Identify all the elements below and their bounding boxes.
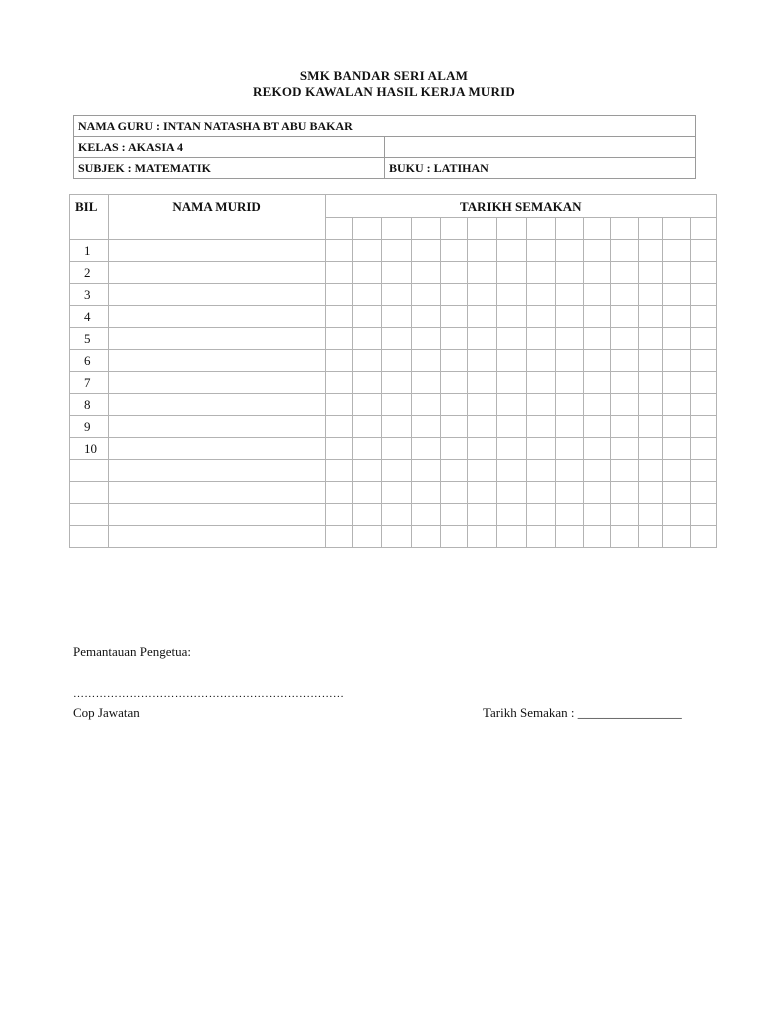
date-check-cell[interactable] — [555, 328, 583, 350]
date-check-cell[interactable] — [441, 526, 468, 548]
date-check-cell[interactable] — [325, 350, 352, 372]
date-check-cell[interactable] — [325, 394, 352, 416]
date-check-cell[interactable] — [381, 240, 411, 262]
date-check-cell[interactable] — [468, 416, 497, 438]
date-check-cell[interactable] — [690, 372, 716, 394]
date-check-cell[interactable] — [352, 284, 381, 306]
date-check-cell[interactable] — [526, 416, 555, 438]
date-check-cell[interactable] — [497, 284, 526, 306]
date-check-cell[interactable] — [583, 240, 610, 262]
date-check-cell[interactable] — [411, 416, 440, 438]
date-check-cell[interactable] — [352, 350, 381, 372]
date-check-cell[interactable] — [441, 438, 468, 460]
date-check-cell[interactable] — [639, 306, 663, 328]
date-check-cell[interactable] — [441, 350, 468, 372]
date-check-cell[interactable] — [352, 482, 381, 504]
date-check-cell[interactable] — [690, 482, 716, 504]
date-check-cell[interactable] — [411, 504, 440, 526]
date-check-cell[interactable] — [468, 284, 497, 306]
date-check-cell[interactable] — [583, 328, 610, 350]
date-check-cell[interactable] — [663, 240, 690, 262]
date-check-cell[interactable] — [555, 416, 583, 438]
date-check-cell[interactable] — [497, 438, 526, 460]
date-check-cell[interactable] — [497, 504, 526, 526]
date-check-cell[interactable] — [583, 416, 610, 438]
date-check-cell[interactable] — [497, 394, 526, 416]
date-check-cell[interactable] — [352, 394, 381, 416]
row-number: 7 — [70, 372, 109, 394]
date-check-cell[interactable] — [381, 438, 411, 460]
date-check-cell[interactable] — [639, 372, 663, 394]
date-check-cell[interactable] — [441, 328, 468, 350]
date-check-cell[interactable] — [468, 394, 497, 416]
date-check-cell[interactable] — [526, 460, 555, 482]
row-number: 2 — [70, 262, 109, 284]
date-check-cell[interactable] — [381, 394, 411, 416]
date-check-cell[interactable] — [411, 460, 440, 482]
date-column-cell — [381, 218, 411, 240]
student-name-cell[interactable] — [108, 504, 325, 526]
date-check-cell[interactable] — [555, 438, 583, 460]
student-name-cell[interactable] — [108, 328, 325, 350]
date-check-cell[interactable] — [555, 306, 583, 328]
date-check-cell[interactable] — [325, 526, 352, 548]
date-check-cell[interactable] — [381, 328, 411, 350]
date-check-cell[interactable] — [690, 416, 716, 438]
date-check-cell[interactable] — [497, 350, 526, 372]
date-check-cell[interactable] — [411, 526, 440, 548]
date-check-cell[interactable] — [352, 416, 381, 438]
date-check-cell[interactable] — [639, 504, 663, 526]
date-check-cell[interactable] — [325, 372, 352, 394]
date-column-cell — [325, 218, 352, 240]
school-name: SMK BANDAR SERI ALAM — [299, 68, 469, 83]
date-check-cell[interactable] — [610, 460, 638, 482]
row-number: 9 — [70, 416, 109, 438]
date-check-cell[interactable] — [583, 372, 610, 394]
date-check-cell[interactable] — [583, 350, 610, 372]
table-row — [70, 350, 717, 372]
date-check-cell[interactable] — [352, 328, 381, 350]
date-check-cell[interactable] — [352, 240, 381, 262]
date-check-cell[interactable] — [555, 240, 583, 262]
date-check-cell[interactable] — [411, 284, 440, 306]
date-check-cell[interactable] — [352, 262, 381, 284]
date-check-cell[interactable] — [526, 438, 555, 460]
date-check-cell[interactable] — [381, 284, 411, 306]
date-check-cell[interactable] — [663, 350, 690, 372]
date-check-cell[interactable] — [610, 240, 638, 262]
date-check-cell[interactable] — [610, 328, 638, 350]
date-check-cell[interactable] — [497, 482, 526, 504]
date-check-cell[interactable] — [468, 328, 497, 350]
date-check-cell[interactable] — [497, 416, 526, 438]
student-name-cell[interactable] — [108, 372, 325, 394]
student-name-cell[interactable] — [108, 284, 325, 306]
row-number: 10 — [70, 438, 109, 460]
date-check-cell[interactable] — [663, 460, 690, 482]
date-check-cell[interactable] — [411, 482, 440, 504]
date-check-cell[interactable] — [583, 526, 610, 548]
table-row — [70, 482, 717, 504]
date-check-cell[interactable] — [639, 482, 663, 504]
date-check-cell[interactable] — [441, 372, 468, 394]
date-check-cell[interactable] — [468, 306, 497, 328]
date-check-cell[interactable] — [441, 306, 468, 328]
date-check-cell[interactable] — [411, 372, 440, 394]
row-number: 5 — [70, 328, 109, 350]
row-number — [70, 526, 109, 548]
date-check-cell[interactable] — [441, 416, 468, 438]
date-check-cell[interactable] — [610, 350, 638, 372]
info-table — [73, 115, 696, 179]
date-check-cell[interactable] — [325, 438, 352, 460]
date-check-cell[interactable] — [325, 328, 352, 350]
student-name-cell[interactable] — [108, 350, 325, 372]
date-check-cell[interactable] — [381, 416, 411, 438]
table-row — [70, 284, 717, 306]
tarikh-semakan-header: TARIKH SEMAKAN — [325, 195, 716, 218]
date-check-cell[interactable] — [526, 262, 555, 284]
date-check-cell[interactable] — [441, 504, 468, 526]
date-column-cell — [639, 218, 663, 240]
date-check-cell[interactable] — [441, 460, 468, 482]
student-name-cell[interactable] — [108, 394, 325, 416]
student-name-cell[interactable] — [108, 306, 325, 328]
date-check-cell[interactable] — [610, 306, 638, 328]
table-row — [70, 438, 717, 460]
date-check-cell[interactable] — [690, 504, 716, 526]
date-column-cell — [497, 218, 526, 240]
date-check-cell[interactable] — [555, 372, 583, 394]
date-check-cell[interactable] — [381, 482, 411, 504]
record-table — [69, 194, 717, 548]
date-check-cell[interactable] — [325, 460, 352, 482]
date-check-cell[interactable] — [381, 372, 411, 394]
date-check-cell[interactable] — [497, 328, 526, 350]
date-check-cell[interactable] — [526, 504, 555, 526]
date-check-cell[interactable] — [468, 526, 497, 548]
date-check-cell[interactable] — [663, 372, 690, 394]
date-check-cell[interactable] — [583, 504, 610, 526]
date-column-cell — [663, 218, 690, 240]
student-name-cell[interactable] — [108, 460, 325, 482]
date-check-cell[interactable] — [352, 504, 381, 526]
date-check-cell[interactable] — [411, 394, 440, 416]
empty-info-cell — [385, 137, 696, 158]
date-check-cell[interactable] — [381, 350, 411, 372]
row-number: 4 — [70, 306, 109, 328]
date-check-cell[interactable] — [663, 416, 690, 438]
table-row — [70, 416, 717, 438]
date-check-cell[interactable] — [497, 526, 526, 548]
teacher-name-cell: NAMA GURU : INTAN NATASHA BT ABU BAKAR — [74, 116, 696, 137]
date-check-cell[interactable] — [555, 482, 583, 504]
date-check-cell[interactable] — [468, 240, 497, 262]
date-check-cell[interactable] — [690, 328, 716, 350]
date-check-cell[interactable] — [583, 482, 610, 504]
date-check-cell[interactable] — [468, 372, 497, 394]
date-check-cell[interactable] — [325, 284, 352, 306]
date-check-cell[interactable] — [555, 394, 583, 416]
date-check-cell[interactable] — [381, 262, 411, 284]
table-row — [70, 372, 717, 394]
date-column-cell — [555, 218, 583, 240]
date-check-cell[interactable] — [610, 394, 638, 416]
date-check-cell[interactable] — [411, 240, 440, 262]
student-name-cell[interactable] — [108, 482, 325, 504]
date-check-cell[interactable] — [526, 240, 555, 262]
date-check-cell[interactable] — [497, 306, 526, 328]
date-check-cell[interactable] — [639, 438, 663, 460]
date-check-cell[interactable] — [352, 460, 381, 482]
row-number: 3 — [70, 284, 109, 306]
date-check-cell[interactable] — [441, 482, 468, 504]
row-number — [70, 504, 109, 526]
date-check-cell[interactable] — [663, 284, 690, 306]
date-check-cell[interactable] — [325, 306, 352, 328]
form-title: REKOD KAWALAN HASIL KERJA MURID — [253, 84, 515, 99]
date-check-cell[interactable] — [352, 526, 381, 548]
date-check-cell[interactable] — [639, 460, 663, 482]
date-check-cell[interactable] — [639, 416, 663, 438]
date-check-cell[interactable] — [526, 350, 555, 372]
date-check-cell[interactable] — [639, 394, 663, 416]
date-check-cell[interactable] — [663, 504, 690, 526]
subject-cell: SUBJEK : MATEMATIK — [74, 158, 385, 179]
date-check-cell[interactable] — [441, 394, 468, 416]
date-check-cell[interactable] — [497, 262, 526, 284]
date-check-cell[interactable] — [497, 240, 526, 262]
date-column-cell — [526, 218, 555, 240]
date-check-cell[interactable] — [610, 482, 638, 504]
date-check-cell[interactable] — [555, 460, 583, 482]
student-name-cell[interactable] — [108, 240, 325, 262]
date-check-cell[interactable] — [441, 284, 468, 306]
date-check-cell[interactable] — [325, 416, 352, 438]
date-column-cell — [468, 218, 497, 240]
date-check-cell[interactable] — [690, 262, 716, 284]
table-row — [70, 328, 717, 350]
review-date-field: Tarikh Semakan : ________________ — [483, 705, 682, 720]
row-number: 6 — [70, 350, 109, 372]
date-check-cell[interactable] — [325, 240, 352, 262]
table-row — [70, 306, 717, 328]
date-check-cell[interactable] — [610, 284, 638, 306]
date-check-cell[interactable] — [555, 504, 583, 526]
row-number: 1 — [70, 240, 109, 262]
date-check-cell[interactable] — [468, 262, 497, 284]
date-check-cell[interactable] — [526, 284, 555, 306]
date-check-cell[interactable] — [526, 394, 555, 416]
date-check-cell[interactable] — [663, 482, 690, 504]
date-check-cell[interactable] — [526, 328, 555, 350]
row-number — [70, 460, 109, 482]
office-stamp-label: Cop Jawatan — [73, 705, 140, 720]
date-check-cell[interactable] — [411, 438, 440, 460]
date-check-cell[interactable] — [441, 240, 468, 262]
date-check-cell[interactable] — [690, 350, 716, 372]
date-check-cell[interactable] — [639, 284, 663, 306]
table-row — [70, 504, 717, 526]
date-check-cell[interactable] — [352, 438, 381, 460]
student-name-cell[interactable] — [108, 438, 325, 460]
date-check-cell[interactable] — [555, 526, 583, 548]
date-column-cell — [441, 218, 468, 240]
date-column-cell — [352, 218, 381, 240]
date-check-cell[interactable] — [325, 504, 352, 526]
date-check-cell[interactable] — [610, 262, 638, 284]
header-row — [70, 195, 717, 218]
date-check-cell[interactable] — [497, 372, 526, 394]
date-check-cell[interactable] — [690, 394, 716, 416]
date-check-cell[interactable] — [381, 504, 411, 526]
student-name-cell[interactable] — [108, 416, 325, 438]
date-check-cell[interactable] — [352, 372, 381, 394]
date-check-cell[interactable] — [663, 328, 690, 350]
date-check-cell[interactable] — [639, 240, 663, 262]
date-check-cell[interactable] — [411, 350, 440, 372]
date-check-cell[interactable] — [411, 306, 440, 328]
date-check-cell[interactable] — [690, 284, 716, 306]
date-column-cell — [610, 218, 638, 240]
date-check-cell[interactable] — [441, 262, 468, 284]
date-check-cell[interactable] — [610, 438, 638, 460]
date-check-cell[interactable] — [468, 350, 497, 372]
date-check-cell[interactable] — [325, 482, 352, 504]
class-cell: KELAS : AKASIA 4 — [74, 137, 385, 158]
date-check-cell[interactable] — [526, 306, 555, 328]
table-row — [70, 262, 717, 284]
date-check-cell[interactable] — [468, 482, 497, 504]
date-column-cell — [411, 218, 440, 240]
date-check-cell[interactable] — [690, 438, 716, 460]
date-check-cell[interactable] — [663, 526, 690, 548]
bil-header: BIL — [70, 195, 109, 240]
date-check-cell[interactable] — [325, 262, 352, 284]
date-check-cell[interactable] — [555, 284, 583, 306]
date-check-cell[interactable] — [381, 526, 411, 548]
table-row — [70, 460, 717, 482]
date-check-cell[interactable] — [690, 240, 716, 262]
date-check-cell[interactable] — [663, 438, 690, 460]
date-check-cell[interactable] — [583, 460, 610, 482]
date-check-cell[interactable] — [555, 262, 583, 284]
date-check-cell[interactable] — [610, 526, 638, 548]
date-check-cell[interactable] — [352, 306, 381, 328]
date-check-cell[interactable] — [526, 372, 555, 394]
date-check-cell[interactable] — [663, 394, 690, 416]
nama-murid-header: NAMA MURID — [108, 195, 325, 240]
date-check-cell[interactable] — [381, 306, 411, 328]
row-number: 8 — [70, 394, 109, 416]
date-check-cell[interactable] — [639, 328, 663, 350]
student-name-cell[interactable] — [108, 526, 325, 548]
date-check-cell[interactable] — [663, 262, 690, 284]
info-row-subjek — [74, 158, 696, 179]
date-check-cell[interactable] — [639, 526, 663, 548]
record-table-body — [70, 240, 717, 548]
principal-monitoring-label: Pemantauan Pengetua: — [73, 644, 192, 659]
date-check-cell[interactable] — [690, 306, 716, 328]
date-check-cell[interactable] — [639, 350, 663, 372]
date-check-cell[interactable] — [610, 416, 638, 438]
book-cell: BUKU : LATIHAN — [385, 158, 696, 179]
date-check-cell[interactable] — [583, 262, 610, 284]
row-number — [70, 482, 109, 504]
date-check-cell[interactable] — [526, 482, 555, 504]
date-check-cell[interactable] — [411, 262, 440, 284]
date-check-cell[interactable] — [468, 504, 497, 526]
date-check-cell[interactable] — [639, 262, 663, 284]
table-row — [70, 394, 717, 416]
signature-line: ……………………………………………………………… — [73, 688, 345, 700]
date-check-cell[interactable] — [381, 460, 411, 482]
date-check-cell[interactable] — [690, 460, 716, 482]
date-check-cell[interactable] — [690, 526, 716, 548]
date-check-cell[interactable] — [411, 328, 440, 350]
info-row-kelas — [74, 137, 696, 158]
table-row — [70, 240, 717, 262]
date-check-cell[interactable] — [497, 460, 526, 482]
date-check-cell[interactable] — [663, 306, 690, 328]
date-check-cell[interactable] — [583, 438, 610, 460]
date-check-cell[interactable] — [526, 526, 555, 548]
date-column-cell — [690, 218, 716, 240]
date-check-cell[interactable] — [610, 372, 638, 394]
date-column-cell — [583, 218, 610, 240]
date-check-cell[interactable] — [610, 504, 638, 526]
date-check-cell[interactable] — [583, 284, 610, 306]
student-name-cell[interactable] — [108, 262, 325, 284]
table-row — [70, 526, 717, 548]
date-check-cell[interactable] — [468, 460, 497, 482]
date-check-cell[interactable] — [555, 350, 583, 372]
date-check-cell[interactable] — [583, 394, 610, 416]
date-check-cell[interactable] — [468, 438, 497, 460]
date-check-cell[interactable] — [583, 306, 610, 328]
info-row-guru — [74, 116, 696, 137]
